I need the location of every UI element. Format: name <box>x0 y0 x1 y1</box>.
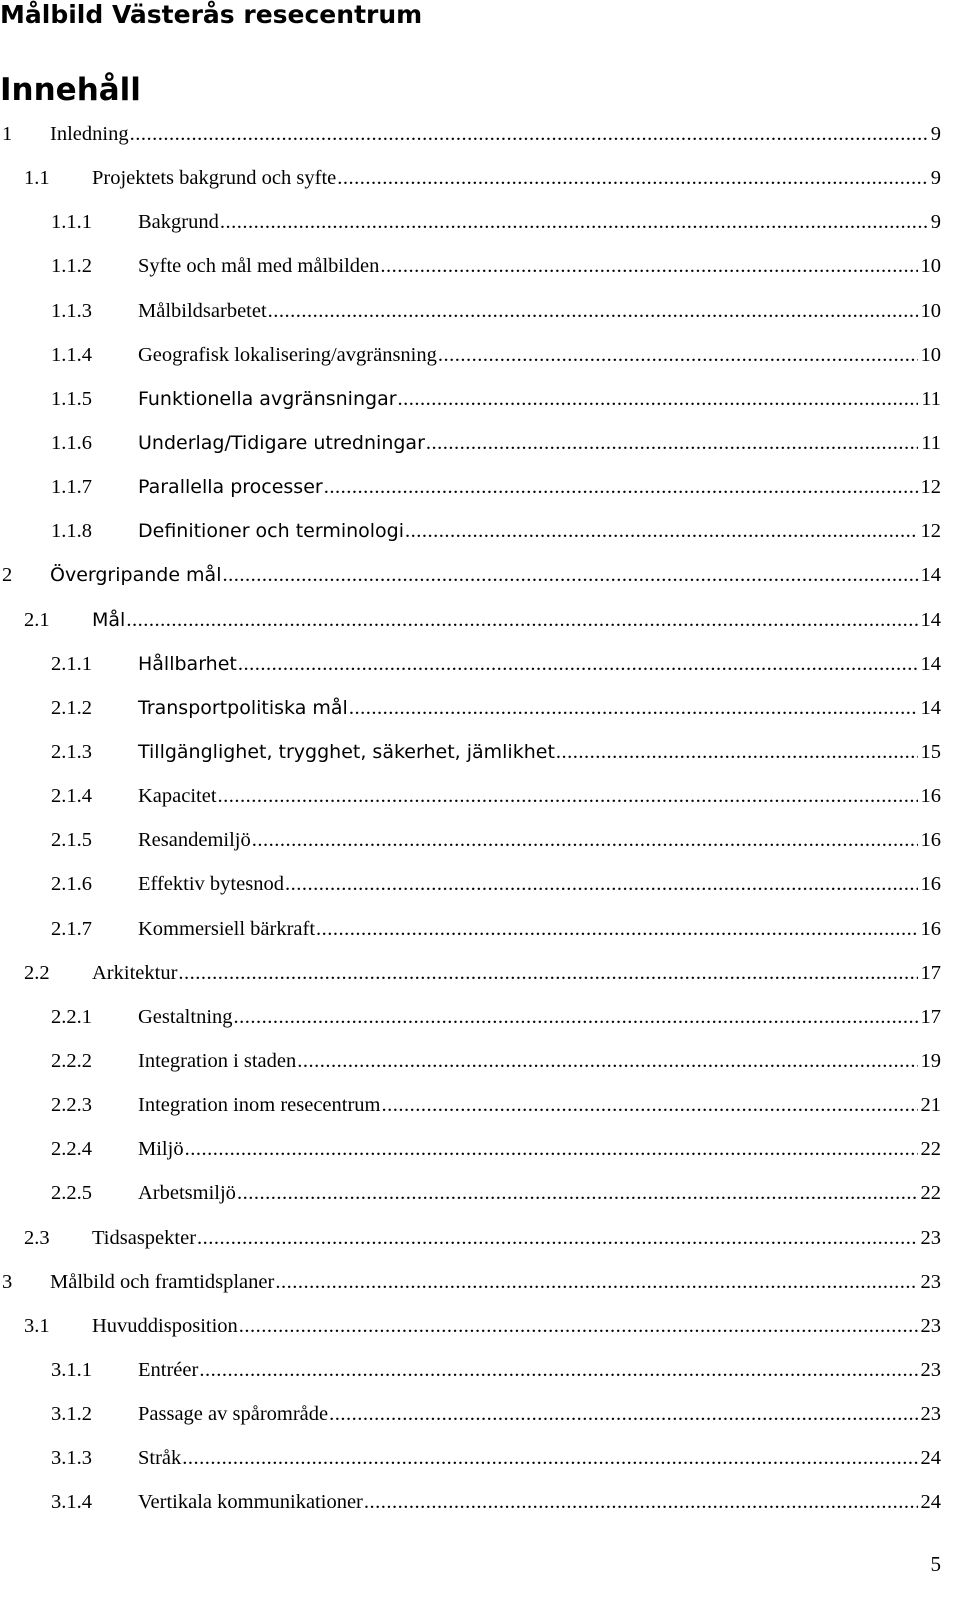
toc-entry-page: 23 <box>920 1270 941 1293</box>
toc-dot-leader <box>297 1039 917 1083</box>
toc-entry-label: Mål <box>92 608 126 631</box>
toc-entry-label: Parallella processer <box>138 476 323 499</box>
toc-dot-leader <box>398 377 919 421</box>
toc-heading: Innehåll <box>0 72 141 108</box>
toc-entry-number: 2.1.5 <box>51 829 92 852</box>
toc-entry-page: 10 <box>920 299 941 322</box>
toc-dot-leader <box>130 112 928 156</box>
toc-entry-page: 23 <box>920 1358 941 1381</box>
toc-entry-number: 2.1.2 <box>51 696 92 719</box>
toc-entry-number: 2.1.7 <box>51 917 92 940</box>
toc-entry-label: Målbild och framtidsplaner <box>50 1270 275 1293</box>
toc-entry-number: 2.1.6 <box>51 873 92 896</box>
toc-entry-page: 24 <box>920 1491 941 1514</box>
toc-entry-number: 2.2.5 <box>51 1182 92 1205</box>
toc-entry-line <box>138 421 941 465</box>
page-number: 5 <box>930 1552 941 1576</box>
toc-dot-leader <box>364 1480 918 1524</box>
toc-entry[interactable] <box>0 1392 960 1436</box>
toc-entry-line <box>138 377 941 421</box>
toc-dot-leader <box>324 465 918 509</box>
toc-entry[interactable] <box>0 686 960 730</box>
toc-entry-page: 23 <box>920 1226 941 1249</box>
toc-entry[interactable] <box>0 1436 960 1480</box>
toc-entry-number: 2 <box>2 564 13 587</box>
toc-dot-leader <box>199 1348 917 1392</box>
toc-entry-label: Kapacitet <box>138 785 217 808</box>
toc-entry-page: 21 <box>920 1094 941 1117</box>
toc-entry-label: Syfte och mål med målbilden <box>138 255 380 278</box>
toc-entry-page: 22 <box>920 1138 941 1161</box>
toc-dot-leader <box>126 598 917 642</box>
toc-entry[interactable] <box>0 112 960 156</box>
toc-entry[interactable] <box>0 1216 960 1260</box>
toc-entry-page: 12 <box>920 476 941 499</box>
toc-entry-page: 11 <box>921 387 941 410</box>
toc-entry[interactable] <box>0 1127 960 1171</box>
toc-entry-line <box>138 1392 941 1436</box>
toc-entry-line <box>138 642 941 686</box>
toc-entry-line <box>138 730 941 774</box>
toc-entry[interactable] <box>0 1304 960 1348</box>
toc-dot-leader <box>426 421 918 465</box>
toc-entry-line <box>92 1304 941 1348</box>
toc-entry-page: 9 <box>930 167 941 190</box>
toc-entry-line <box>50 112 941 156</box>
toc-entry-line <box>138 244 941 288</box>
toc-entry[interactable] <box>0 244 960 288</box>
toc-dot-leader <box>438 333 918 377</box>
table-of-contents <box>0 112 960 1525</box>
toc-entry[interactable] <box>0 1171 960 1215</box>
toc-entry[interactable] <box>0 862 960 906</box>
toc-entry-number: 2.2.2 <box>51 1049 92 1072</box>
toc-entry-number: 2.1 <box>24 608 50 631</box>
toc-entry-page: 15 <box>920 740 941 763</box>
toc-entry-line <box>138 907 941 951</box>
toc-entry[interactable] <box>0 995 960 1039</box>
toc-dot-leader <box>285 862 918 906</box>
toc-entry-page: 22 <box>920 1182 941 1205</box>
toc-entry-label: Huvuddisposition <box>92 1314 238 1337</box>
toc-entry-label: Gestaltning <box>138 1005 233 1028</box>
toc-entry-line <box>138 200 941 244</box>
toc-entry-label: Resandemiljö <box>138 829 251 852</box>
toc-entry-label: Transportpolitiska mål <box>138 696 348 719</box>
toc-entry[interactable] <box>0 774 960 818</box>
toc-dot-leader <box>405 509 917 553</box>
toc-dot-leader <box>222 553 917 597</box>
toc-entry-number: 2.2 <box>24 961 50 984</box>
toc-entry-line <box>138 818 941 862</box>
toc-dot-leader <box>252 818 918 862</box>
toc-entry-number: 3.1.3 <box>51 1447 92 1470</box>
toc-entry-number: 1.1.4 <box>51 343 92 366</box>
toc-entry[interactable] <box>0 377 960 421</box>
toc-entry[interactable] <box>0 421 960 465</box>
toc-entry[interactable] <box>0 1039 960 1083</box>
toc-entry[interactable] <box>0 465 960 509</box>
toc-entry-number: 1.1.6 <box>51 431 92 454</box>
toc-entry-line <box>138 1127 941 1171</box>
toc-entry-number: 1.1.8 <box>51 520 92 543</box>
toc-entry-page: 12 <box>920 520 941 543</box>
toc-entry-line <box>50 553 941 597</box>
toc-dot-leader <box>268 289 918 333</box>
toc-entry-number: 1 <box>2 123 13 145</box>
toc-entry-line <box>138 1171 941 1215</box>
toc-entry-page: 9 <box>930 123 941 145</box>
toc-entry-page: 16 <box>920 873 941 896</box>
toc-dot-leader <box>234 995 918 1039</box>
toc-entry-page: 17 <box>920 961 941 984</box>
toc-entry-page: 10 <box>920 343 941 366</box>
toc-entry-line <box>92 598 941 642</box>
toc-entry-label: Entréer <box>138 1358 199 1381</box>
toc-entry-label: Geografisk lokalisering/avgränsning <box>138 343 437 366</box>
toc-dot-leader <box>185 1127 918 1171</box>
toc-entry-line <box>138 1083 941 1127</box>
toc-entry-number: 2.2.4 <box>51 1138 92 1161</box>
toc-entry-line <box>138 995 941 1039</box>
toc-entry-number: 1.1 <box>24 167 50 190</box>
toc-entry[interactable] <box>0 1480 960 1524</box>
toc-entry-line <box>138 774 941 818</box>
toc-entry-number: 2.3 <box>24 1226 50 1249</box>
toc-dot-leader <box>380 244 917 288</box>
toc-entry[interactable] <box>0 951 960 995</box>
toc-entry-page: 14 <box>920 564 941 587</box>
toc-entry-number: 3.1.4 <box>51 1491 92 1514</box>
toc-entry-line <box>92 951 941 995</box>
toc-dot-leader <box>220 200 928 244</box>
toc-entry-line <box>50 1260 941 1304</box>
toc-entry-line <box>138 686 941 730</box>
toc-entry-number: 1.1.5 <box>51 387 92 410</box>
toc-entry-line <box>138 465 941 509</box>
toc-entry[interactable] <box>0 1260 960 1304</box>
toc-entry-page: 23 <box>920 1314 941 1337</box>
toc-entry-label: Tidsaspekter <box>92 1226 197 1249</box>
toc-dot-leader <box>197 1216 917 1260</box>
toc-dot-leader <box>329 1392 917 1436</box>
toc-entry-page: 11 <box>921 431 941 454</box>
toc-dot-leader <box>237 1171 918 1215</box>
toc-entry-label: Kommersiell bärkraft <box>138 917 316 940</box>
toc-entry-page: 10 <box>920 255 941 278</box>
toc-entry-number: 2.1.3 <box>51 740 92 763</box>
toc-entry-number: 2.1.1 <box>51 652 92 675</box>
toc-entry-number: 3.1 <box>24 1314 50 1337</box>
toc-entry-label: Effektiv bytesnod <box>138 873 284 896</box>
toc-entry-number: 1.1.2 <box>51 255 92 278</box>
toc-entry-number: 2.2.1 <box>51 1005 92 1028</box>
toc-entry[interactable] <box>0 730 960 774</box>
toc-entry-number: 1.1.3 <box>51 299 92 322</box>
toc-entry-line <box>138 1348 941 1392</box>
toc-entry-line <box>92 156 941 200</box>
toc-entry-number: 2.1.4 <box>51 785 92 808</box>
toc-entry-label: Miljö <box>138 1138 184 1161</box>
toc-entry-line <box>138 509 941 553</box>
toc-entry-label: Vertikala kommunikationer <box>138 1491 363 1514</box>
toc-entry-line <box>92 1216 941 1260</box>
toc-entry-page: 23 <box>920 1403 941 1426</box>
toc-entry-page: 9 <box>930 211 941 234</box>
toc-entry-label: Integration inom resecentrum <box>138 1094 381 1117</box>
toc-entry-label: Projektets bakgrund och syfte <box>92 167 337 190</box>
toc-entry-number: 3 <box>2 1270 13 1293</box>
toc-entry-label: Arbetsmiljö <box>138 1182 236 1205</box>
toc-dot-leader <box>218 774 918 818</box>
toc-dot-leader <box>337 156 928 200</box>
toc-entry-number: 1.1.1 <box>51 211 92 234</box>
toc-dot-leader <box>275 1260 917 1304</box>
toc-entry-line <box>138 333 941 377</box>
toc-entry-number: 1.1.7 <box>51 476 92 499</box>
document-title: Målbild Västerås resecentrum <box>0 0 423 29</box>
toc-entry[interactable] <box>0 907 960 951</box>
toc-entry-line <box>138 1480 941 1524</box>
toc-entry[interactable] <box>0 333 960 377</box>
toc-entry-number: 3.1.2 <box>51 1403 92 1426</box>
toc-entry-label: Inledning <box>50 123 129 145</box>
toc-entry-label: Bakgrund <box>138 211 219 234</box>
toc-entry[interactable] <box>0 598 960 642</box>
toc-entry-page: 14 <box>920 652 941 675</box>
toc-entry[interactable] <box>0 553 960 597</box>
toc-entry[interactable] <box>0 642 960 686</box>
toc-entry[interactable] <box>0 509 960 553</box>
toc-entry-page: 16 <box>920 917 941 940</box>
toc-entry[interactable] <box>0 200 960 244</box>
toc-dot-leader <box>382 1083 918 1127</box>
toc-dot-leader <box>182 1436 917 1480</box>
toc-entry[interactable] <box>0 156 960 200</box>
toc-entry-label: Tillgänglighet, trygghet, säkerhet, jämlikhet <box>138 740 555 763</box>
toc-entry-page: 16 <box>920 785 941 808</box>
toc-dot-leader <box>239 1304 918 1348</box>
toc-entry-label: Arkitektur <box>92 961 178 984</box>
toc-dot-leader <box>238 642 918 686</box>
toc-dot-leader <box>178 951 917 995</box>
toc-entry-line <box>138 1039 941 1083</box>
toc-entry-label: Övergripande mål <box>50 564 222 587</box>
toc-entry-label: Passage av spårområde <box>138 1403 329 1426</box>
toc-entry-label: Underlag/Tidigare utredningar <box>138 431 425 454</box>
toc-dot-leader <box>349 686 918 730</box>
toc-entry-line <box>138 289 941 333</box>
toc-entry[interactable] <box>0 289 960 333</box>
toc-entry-label: Integration i staden <box>138 1049 297 1072</box>
toc-entry-line <box>138 862 941 906</box>
toc-entry-number: 3.1.1 <box>51 1358 92 1381</box>
toc-entry-label: Stråk <box>138 1447 182 1470</box>
toc-entry-page: 14 <box>920 696 941 719</box>
toc-entry-label: Hållbarhet <box>138 652 237 675</box>
toc-entry-page: 19 <box>920 1049 941 1072</box>
toc-entry[interactable] <box>0 818 960 862</box>
toc-entry-label: Målbildsarbetet <box>138 299 267 322</box>
toc-entry-number: 2.2.3 <box>51 1094 92 1117</box>
toc-entry[interactable] <box>0 1348 960 1392</box>
toc-dot-leader <box>556 730 918 774</box>
toc-entry-page: 16 <box>920 829 941 852</box>
toc-entry-page: 24 <box>920 1447 941 1470</box>
toc-entry-page: 14 <box>920 608 941 631</box>
toc-entry[interactable] <box>0 1083 960 1127</box>
toc-entry-label: Funktionella avgränsningar <box>138 387 397 410</box>
toc-entry-label: Definitioner och terminologi <box>138 520 405 543</box>
toc-entry-line <box>138 1436 941 1480</box>
toc-dot-leader <box>316 907 917 951</box>
toc-entry-page: 17 <box>920 1005 941 1028</box>
